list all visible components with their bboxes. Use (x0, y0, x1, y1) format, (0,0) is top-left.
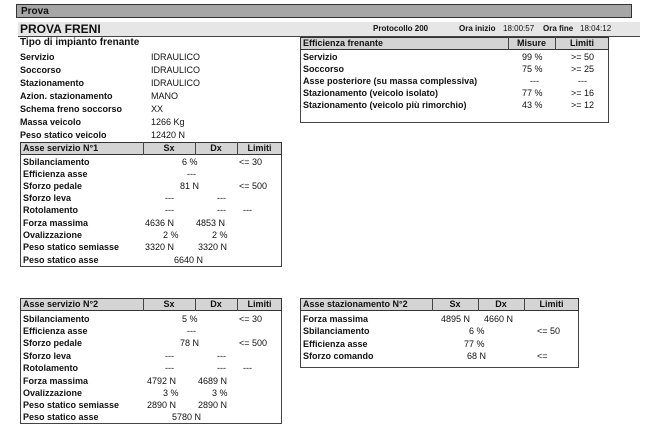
stazionamento2-limiti: <= (537, 351, 548, 361)
asse1-label: Forza massima (23, 218, 89, 228)
stazionamento2-label: Efficienza asse (303, 339, 368, 349)
asse2-dx: 3 % (212, 388, 228, 398)
start-time-label: Ora inizio (459, 24, 496, 33)
asse2-center: --- (187, 326, 196, 336)
asse2-label: Peso statico asse (23, 412, 99, 422)
asse1-dx: 4853 N (196, 218, 226, 228)
asse2-label: Peso statico semiasse (23, 400, 120, 410)
asse2-label: Efficienza asse (23, 326, 88, 336)
impianto-row (20, 129, 280, 142)
impianto-label: Massa veicolo (20, 117, 82, 127)
impianto-row (20, 103, 280, 116)
stazionamento2-title: Asse stazionamento N°2 (303, 299, 408, 309)
impianto-value: IDRAULICO (151, 78, 201, 88)
efficienza-label: Soccorso (303, 64, 345, 74)
asse1-center: 6640 N (174, 255, 204, 265)
efficienza-misure: --- (530, 76, 539, 86)
efficienza-label: Stazionamento (veicolo isolato) (303, 88, 439, 98)
efficienza-limiti: >= 12 (571, 100, 595, 110)
asse2-col-sx: Sx (163, 299, 175, 309)
stazionamento2-col-limiti: Limiti (539, 299, 564, 309)
asse1-label: Peso statico asse (23, 255, 99, 265)
impianto-row (20, 64, 280, 77)
asse2-limiti: --- (243, 363, 252, 373)
asse2-sx: 3 % (163, 388, 179, 398)
stazionamento2-dx: 4660 N (484, 314, 514, 324)
asse2-title: Asse servizio N°2 (23, 299, 99, 309)
impianto-row (20, 116, 280, 129)
efficienza-label: Stazionamento (veicolo più rimorchio) (303, 100, 467, 110)
stazionamento2-center: 77 % (464, 339, 485, 349)
stazionamento2-label: Sbilanciamento (303, 326, 370, 336)
efficienza-misure: 99 % (522, 52, 543, 62)
asse1-dx: --- (217, 193, 226, 203)
stazionamento2-label: Sforzo comando (303, 351, 374, 361)
asse2-dx: --- (217, 351, 226, 361)
asse1-limiti: <= 500 (239, 181, 268, 191)
efficienza-limiti: >= 25 (571, 64, 595, 74)
asse2-label: Sforzo leva (23, 351, 72, 361)
impianto-label: Stazionamento (20, 78, 85, 88)
asse2-col-limiti: Limiti (247, 299, 272, 309)
efficienza-limiti: --- (578, 76, 587, 86)
asse2-label: Ovalizzazione (23, 388, 83, 398)
impianto-value: 12420 N (151, 130, 186, 140)
stazionamento2-center: 68 N (467, 351, 487, 361)
asse2-dx: --- (217, 363, 226, 373)
asse1-center: --- (187, 169, 196, 179)
asse1-sx: 2 % (163, 230, 179, 240)
asse1-sx: --- (165, 193, 174, 203)
impianto-value: 1266 Kg (151, 117, 185, 127)
asse1-label: Sforzo leva (23, 193, 72, 203)
efficienza-misure: 43 % (522, 100, 543, 110)
efficienza-col-misure: Misure (516, 38, 546, 48)
impianto-row (20, 90, 280, 103)
efficienza-label: Asse posteriore (su massa complessiva) (303, 76, 478, 86)
asse1-col-dx: Dx (210, 143, 222, 153)
asse1-dx: --- (217, 205, 226, 215)
asse2-label: Rotolamento (23, 363, 78, 373)
impianto-row (20, 51, 280, 64)
efficienza-limiti: >= 16 (571, 88, 595, 98)
impianto-title: Tipo di impianto frenante (20, 37, 140, 48)
asse1-dx: 3320 N (198, 242, 228, 252)
test-title: PROVA FRENI (20, 22, 101, 36)
asse1-title: Asse servizio N°1 (23, 143, 99, 153)
asse2-label: Sbilanciamento (23, 314, 90, 324)
asse1-label: Peso statico semiasse (23, 242, 120, 252)
efficienza-misure: 77 % (522, 88, 543, 98)
efficienza-misure: 75 % (522, 64, 543, 74)
asse1-label: Rotolamento (23, 205, 78, 215)
asse1-col-sx: Sx (163, 143, 175, 153)
asse2-dx: 2890 N (198, 400, 228, 410)
protocol-label: Protocollo 200 (373, 24, 429, 33)
asse1-sx: --- (165, 205, 174, 215)
asse1-label: Sbilanciamento (23, 157, 90, 167)
impianto-value: IDRAULICO (151, 52, 201, 62)
stazionamento2-col-sx: Sx (449, 299, 461, 309)
asse1-sx: 3320 N (145, 242, 175, 252)
asse2-sx: 2890 N (147, 400, 177, 410)
impianto-label: Soccorso (20, 65, 62, 75)
asse2-label: Sforzo pedale (23, 338, 83, 348)
asse1-dx: 2 % (212, 230, 228, 240)
asse2-col-dx: Dx (210, 299, 222, 309)
asse1-label: Efficienza asse (23, 169, 88, 179)
asse2-label: Forza massima (23, 376, 89, 386)
asse2-center: 5780 N (172, 412, 202, 422)
impianto-label: Peso statico veicolo (20, 130, 107, 140)
impianto-row (20, 77, 280, 90)
efficienza-label: Servizio (303, 52, 338, 62)
asse1-col-limiti: Limiti (247, 143, 272, 153)
asse2-sx: --- (165, 351, 174, 361)
asse1-center: 6 % (182, 157, 198, 167)
asse1-limiti: <= 30 (239, 157, 263, 167)
efficienza-limiti: >= 50 (571, 52, 595, 62)
asse1-center: 81 N (180, 181, 200, 191)
impianto-value: XX (151, 104, 164, 114)
impianto-label: Azion. stazionamento (20, 91, 113, 101)
stazionamento2-label: Forza massima (303, 314, 369, 324)
impianto-list (20, 51, 280, 142)
efficienza-col-limiti: Limiti (570, 38, 594, 48)
asse1-label: Ovalizzazione (23, 230, 83, 240)
asse2-center: 78 N (180, 338, 200, 348)
end-time-value: 18:04:12 (580, 24, 612, 33)
asse2-limiti: <= 30 (239, 314, 263, 324)
window-title-bar: Prova (16, 4, 632, 18)
end-time-label: Ora fine (543, 24, 574, 33)
impianto-label: Schema freno soccorso (20, 104, 123, 114)
stazionamento2-limiti: <= 50 (537, 326, 561, 336)
asse2-center: 5 % (182, 314, 198, 324)
impianto-value: IDRAULICO (151, 65, 201, 75)
impianto-label: Servizio (20, 52, 55, 62)
asse1-sx: 4636 N (145, 218, 175, 228)
asse1-limiti: --- (243, 205, 252, 215)
efficienza-title: Efficienza frenante (303, 38, 384, 48)
start-time-value: 18:00:57 (503, 24, 535, 33)
asse2-limiti: <= 500 (239, 338, 268, 348)
asse2-dx: 4689 N (198, 376, 228, 386)
asse1-label: Sforzo pedale (23, 181, 83, 191)
stazionamento2-col-dx: Dx (495, 299, 507, 309)
stazionamento2-center: 6 % (469, 326, 485, 336)
asse2-sx: --- (165, 363, 174, 373)
asse2-sx: 4792 N (147, 376, 177, 386)
impianto-value: MANO (151, 91, 178, 101)
stazionamento2-sx: 4895 N (441, 314, 471, 324)
